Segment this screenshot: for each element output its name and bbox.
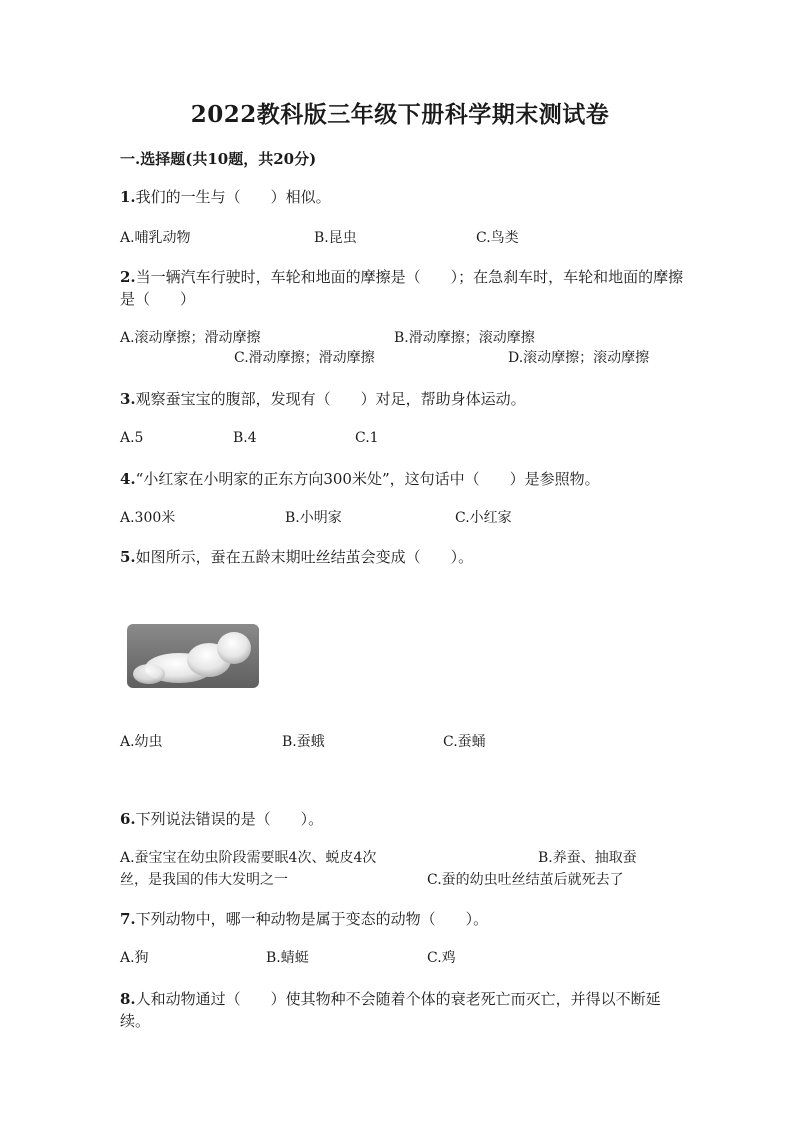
q5-option-b: B.蚕蛾	[282, 734, 325, 750]
question-2: 2.当一辆汽车行驶时，车轮和地面的摩擦是（ ）；在急刹车时，车轮和地面的摩擦是（ ）	[120, 268, 684, 308]
question-8: 8.人和动物通过（ ）使其物种不会随着个体的衰老死亡而灭亡，并得以不断延续。	[120, 990, 661, 1030]
q7-option-b: B.蜻蜓	[266, 950, 309, 966]
silkworm-cocoon-image	[127, 624, 259, 688]
q2-option-d: D.滚动摩擦；滚动摩擦	[508, 350, 650, 366]
q4-option-a: A.300米	[120, 510, 176, 526]
question-3: 3.观察蚕宝宝的腹部，发现有（ ）对足，帮助身体运动。	[120, 390, 526, 408]
q1-option-a: A.哺乳动物	[120, 230, 191, 246]
section-heading: 一.选择题(共10题，共20分)	[120, 150, 317, 168]
q2-option-b: B.滑动摩擦；滚动摩擦	[394, 330, 535, 346]
q5-option-c: C.蚕蛹	[443, 734, 486, 750]
q1-option-c: C.鸟类	[476, 230, 519, 246]
q2-option-a: A.滚动摩擦；滑动摩擦	[120, 330, 261, 346]
q2-option-c: C.滑动摩擦；滑动摩擦	[234, 350, 375, 366]
question-7: 7.下列动物中，哪一种动物是属于变态的动物（ ）。	[120, 910, 489, 928]
q3-option-c: C.1	[355, 430, 379, 446]
question-5: 5.如图所示，蚕在五龄末期吐丝结茧会变成（ ）。	[120, 548, 474, 566]
q4-option-c: C.小红家	[455, 510, 512, 526]
question-4: 4.“小红家在小明家的正东方向300米处”，这句话中（ ）是参照物。	[120, 470, 600, 488]
q4-option-b: B.小明家	[285, 510, 342, 526]
question-6: 6.下列说法错误的是（ ）。	[120, 810, 324, 828]
q1-option-b: B.昆虫	[314, 230, 357, 246]
q3-option-b: B.4	[233, 430, 257, 446]
q6-option-a: A.蚕宝宝在幼虫阶段需要眠4次、蜕皮4次	[120, 850, 377, 866]
question-1: 1.我们的一生与（ ）相似。	[120, 188, 331, 206]
q7-option-a: A.狗	[120, 950, 149, 966]
q3-option-a: A.5	[120, 430, 144, 446]
cocoon-illustration	[127, 624, 259, 688]
q6-option-c: C.蚕的幼虫吐丝结茧后就死去了	[427, 872, 624, 888]
q6-option-b-continued: 丝，是我国的伟大发明之一	[120, 872, 288, 888]
q7-option-c: C.鸡	[427, 950, 456, 966]
q5-option-a: A.幼虫	[120, 734, 163, 750]
page-title: 2022教科版三年级下册科学期末测试卷	[190, 101, 610, 128]
q6-option-b: B.养蚕、抽取蚕	[538, 850, 637, 866]
